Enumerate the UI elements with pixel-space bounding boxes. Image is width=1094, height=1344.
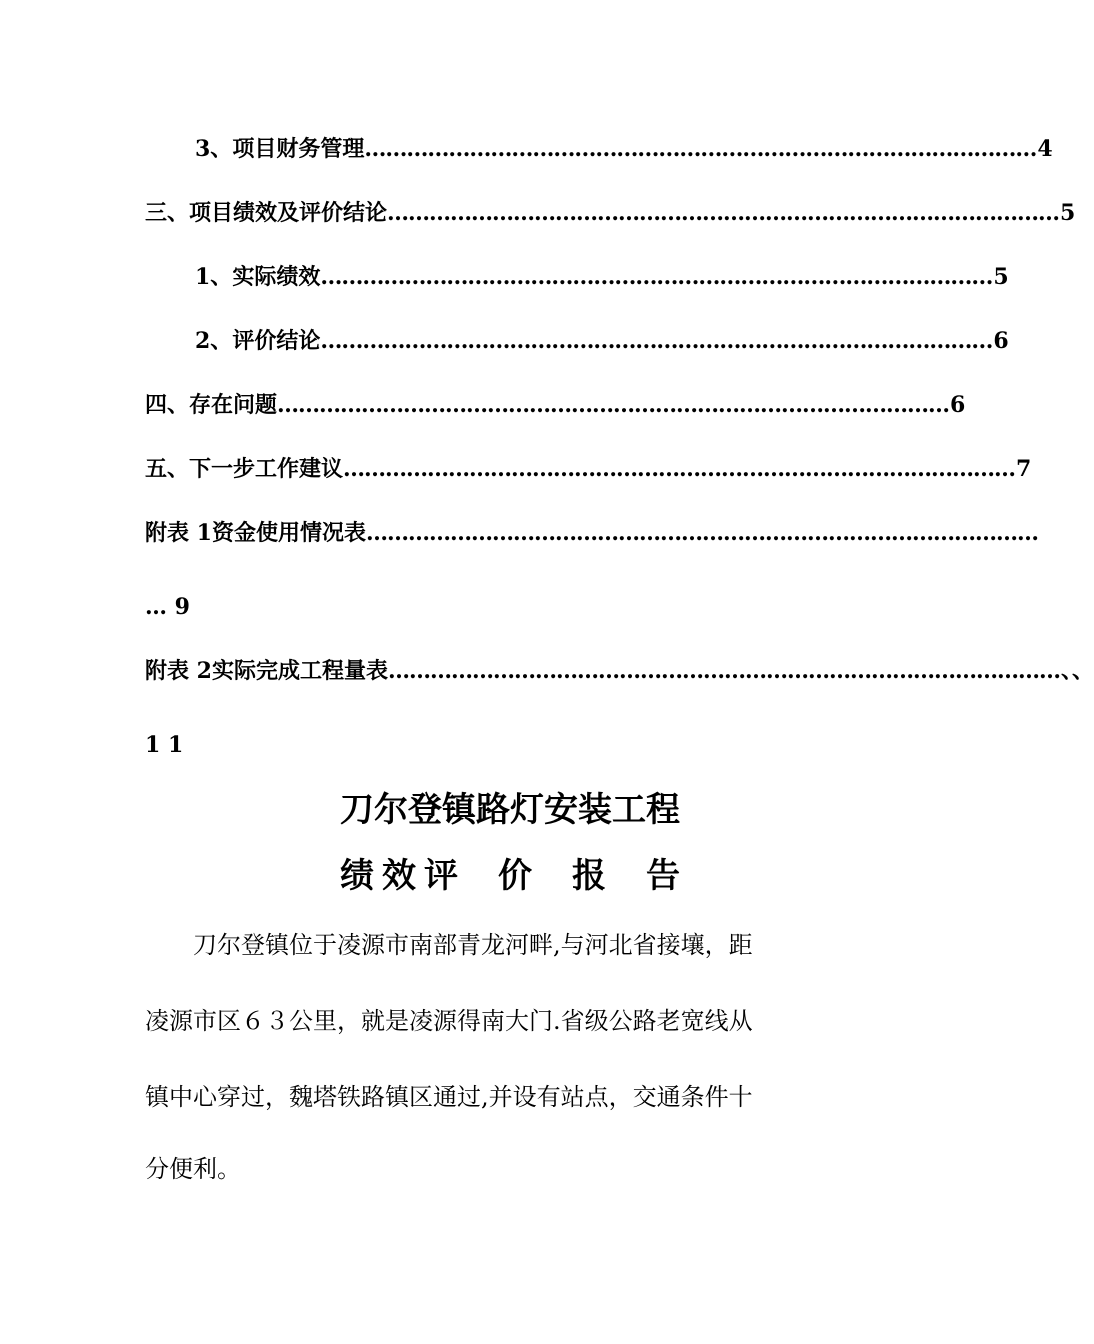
toc-entry-appendix-1[interactable] xyxy=(145,516,1038,550)
body-text-line: 镇中心穿过，魏塔铁路镇区通过,并设有站点，交通条件十 xyxy=(145,1083,753,1111)
toc-dot-leader: …………………………………………………………………………………… xyxy=(320,264,993,290)
body-text-line: 凌源市区６３公里，就是凌源得南大门.省级公路老宽线从 xyxy=(145,1007,753,1035)
toc-entry-title: 资金使用情况表 xyxy=(211,520,366,546)
toc-entry-project-finance[interactable] xyxy=(195,132,1053,166)
toc-entry-title: 项目财务管理 xyxy=(232,136,365,162)
toc-entry-performance-conclusion[interactable] xyxy=(145,196,1076,230)
title-char: 价 xyxy=(498,856,532,896)
toc-page-number: 6 xyxy=(993,328,1009,354)
toc-entry-number: 三、 xyxy=(145,200,190,226)
title-char: 评 xyxy=(424,856,458,896)
toc-entry-title: 下一步工作建议 xyxy=(189,456,344,482)
toc-entry-existing-problems[interactable] xyxy=(145,388,966,422)
toc-page-number: 7 xyxy=(1016,456,1032,482)
report-title-line-2 xyxy=(35,853,985,899)
toc-entry-continuation: … 9 xyxy=(145,594,190,620)
body-text-line: 分便利。 xyxy=(145,1155,241,1183)
toc-entry-title: 实际绩效 xyxy=(232,264,321,290)
toc-entry-title: 存在问题 xyxy=(189,392,278,418)
toc-entry-number: 3、 xyxy=(195,136,233,162)
toc-entry-number: 四、 xyxy=(145,392,190,418)
toc-entry-title: 评价结论 xyxy=(232,328,321,354)
toc-dot-leader: …………………………………………………………………………………… xyxy=(320,328,993,354)
toc-dot-leader: …………………………………………………………………………………… xyxy=(387,658,1060,684)
toc-entry-appendix-2[interactable] xyxy=(145,654,1094,688)
title-char: 告 xyxy=(646,856,680,896)
report-title-line-1: 刀尔登镇路灯安装工程 xyxy=(340,790,680,830)
toc-page-number: 5 xyxy=(1060,200,1076,226)
toc-page-number: 6 xyxy=(950,392,966,418)
toc-entry-number: 附表 1 xyxy=(145,520,212,546)
body-text-line: 刀尔登镇位于凌源市南部青龙河畔,与河北省接壤，距 xyxy=(193,931,753,959)
toc-entry-evaluation-conclusion[interactable] xyxy=(195,324,1009,358)
toc-dot-leader: …………………………………………………………………………………… xyxy=(343,456,1016,482)
toc-entry-number: 附表 2 xyxy=(145,658,212,684)
toc-entry-actual-performance[interactable] xyxy=(195,260,1009,294)
toc-dot-leader: …………………………………………………………………………………… xyxy=(365,520,1038,546)
toc-dot-leader: …………………………………………………………………………………… xyxy=(364,136,1037,162)
toc-page-number: 4 xyxy=(1037,136,1053,162)
toc-entry-tail: 、、 xyxy=(1060,658,1094,684)
toc-entry-number: 1、 xyxy=(195,264,233,290)
toc-entry-next-steps[interactable] xyxy=(145,452,1032,486)
toc-dot-leader: …………………………………………………………………………………… xyxy=(387,200,1060,226)
title-char: 效 xyxy=(382,856,416,896)
toc-dot-leader: …………………………………………………………………………………… xyxy=(277,392,950,418)
toc-entry-number: 五、 xyxy=(145,456,190,482)
toc-entry-continuation: 1 1 xyxy=(145,732,184,758)
title-char: 报 xyxy=(572,856,606,896)
toc-entry-title: 实际完成工程量表 xyxy=(211,658,388,684)
toc-page-number: 5 xyxy=(993,264,1009,290)
toc-entry-number: 2、 xyxy=(195,328,233,354)
toc-entry-title: 项目绩效及评价结论 xyxy=(189,200,388,226)
title-char: 绩 xyxy=(340,856,374,896)
